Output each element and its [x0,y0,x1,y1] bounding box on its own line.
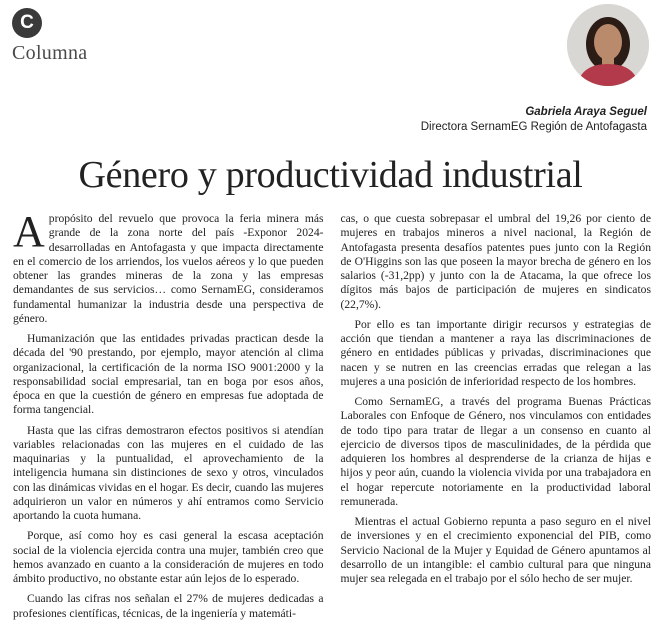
article-column-right [341,212,652,622]
article-paragraph: Humanización que las entidades privadas practican desde la década del '90 prestando, por ejemplo, mayor atención al clima organizacional, la certificación de la norma ISO 9001:2000 y la responsabilidad social empresarial, tan en boga por esos años, época en que la cuestión de género en empresas fue adoptada de forma tangencial. [13,332,324,417]
author-portrait-icon [567,4,649,86]
article-paragraph: Cuando las cifras nos señalan el 27% de mujeres dedicadas a profesiones científicas, técnicas, de la ingeniería y matemáti- [13,592,324,620]
portrait-face [594,24,622,60]
article-column-left [13,207,324,622]
author-role: Directora SernamEG Región de Antofagasta [420,121,647,133]
article-paragraph: Mientras el actual Gobierno repunta a paso seguro en el nivel de inversiones y en el crecimiento exponencial del PIB, como Servicio Nacional de la Mujer y Equidad de Género apuntamos al desarrollo de un intangible: el cambio cultural para que ninguna mujer sea relegada en el trabajo por el sólo hecho de ser mujer. [340,515,651,585]
article-body [13,207,651,622]
article-title: Género y productividad industrial [78,154,583,196]
author-byline [421,106,647,133]
drop-cap: A [13,207,45,256]
article-paragraph: Porque, así como hoy es casi general la escasa aceptación social de la violencia ejercida contra una mujer, también creo que hemos avanzado en cuanto a la consideración de mujeres en todo ámbito productivo, no obstante estar aún lejos de lo esperado. [13,529,324,585]
article-paragraph: Como SernamEG, a través del programa Buenas Prácticas Laborales con Enfoque de Género, nos vinculamos con entidades de todo tipo para tratar de llegar a un consenso en cuanto al ejercicio de diversos tipos de masculinidades, de la pérdida que adquieren los hombres al desprenderse de la crianza de hijas e hijos y peor aún, cuando la violencia vivida por una trabajadora en el hogar repercute notoriamente en la productividad laboral remunerada. [340,395,651,508]
article-paragraph: Por ello es tan importante dirigir recursos y estrategias de acción que tiendan a mantener a raya las discriminaciones de género en entidades públicas y privadas, discriminaciones que nacen y se nutren en las creencias erradas que relegan a las mujeres a una posición de inferioridad respecto de los hombres. [340,317,651,388]
author-photo [567,4,649,86]
author-name: Gabriela Araya Seguel [525,106,647,118]
article-paragraph: Apropósito del revuelo que provoca la feria minera más grande de la zona norte del país -Exponor 2024- desarrolladas en Antofagasta y que impacta directamente en el comercio de los arriendos, los vuelos aéreos y lo que pueden obtener las grandes mineras de la zona y las empresas demandantes de sus servicios… como SernamEG, consideramos fundamental humanizar la industria desde una perspectiva de género. [13,207,324,325]
article-paragraph: Hasta que las cifras demostraron efectos positivos si atendían variables relacionadas con las mujeres en el cuidado de las maquinarias y la puntualidad, el aprovechamiento de la inteligencia humana sin distinciones de sexo y otros, vinculados con las dinámicas vividas en el hogar. Es decir, cuando las mujeres adquirieron un valor en números y ahí entramos como Servicio aportando la cuota humana. [13,423,324,522]
article-paragraph: cas, o que cuesta sobrepasar el umbral del 19,26 por ciento de mujeres en trabajos mineros a nivel nacional, la Región de Antofagasta presenta desafíos patentes pues junto con la Región de O'Higgins son las que poseen la mayor brecha de género en los salarios (-31,2pp) y junto con la de Atacama, la que ofrece los dígitos más bajos de participación de mujeres en sindicatos (22,7%). [340,212,651,311]
section-label: Columna [12,42,88,64]
column-header [12,8,87,65]
column-badge: C [12,8,42,38]
